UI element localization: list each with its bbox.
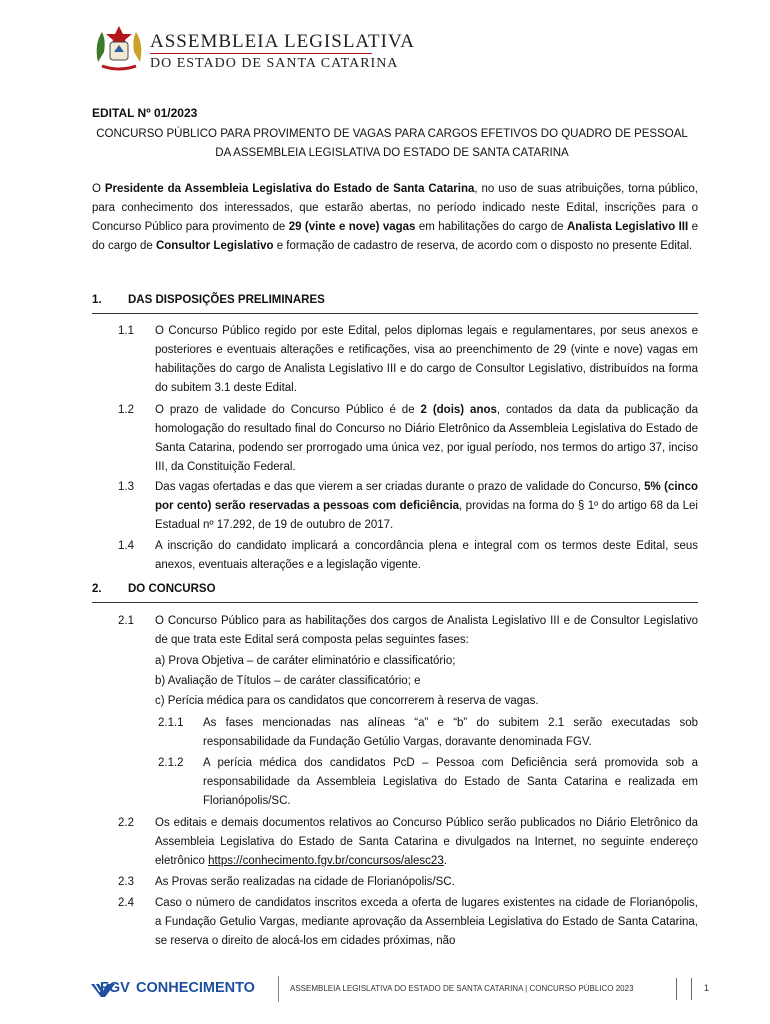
edital-subtitle	[92, 125, 692, 163]
edital-title: EDITAL Nº 01/2023	[92, 106, 198, 120]
footer-divider-right-a	[676, 978, 677, 1000]
section-1-heading: 1. DAS DISPOSIÇÕES PRELIMINARES	[92, 294, 325, 306]
intro-paragraph: O Presidente da Assembleia Legislativa do Estado de Santa Catarina, no uso de suas atribuições, torna público, para conhecimento dos interessados, que estarão abertas, no período indicado neste Edital, inscrições para o Concurso Público para provimento de 29 (vinte e nove) vagas em habilitações do cargo de Analista Legislativo III e do cargo de Consultor Legislativo e formação de cadastro de reserva, de acordo com o disposto no presente Edital.	[92, 183, 699, 252]
concurso-link[interactable]: https://conhecimento.fgv.br/concursos/alesc23	[208, 855, 444, 867]
org-name-line2: DO ESTADO DE SANTA CATARINA	[150, 56, 399, 71]
section-2-rule	[92, 602, 698, 603]
page-number: 1	[704, 983, 710, 993]
footer-divider	[278, 976, 279, 1002]
phase-c: c) Perícia médica para os candidatos que concorrerem à reserva de vagas.	[155, 695, 539, 707]
section-1-rule	[92, 313, 698, 314]
footer-divider-right-b	[691, 978, 692, 1000]
footer-text: ASSEMBLEIA LEGISLATIVA DO ESTADO DE SANTA CATARINA | CONCURSO PÚBLICO 2023	[290, 984, 634, 993]
org-name-line1: ASSEMBLEIA LEGISLATIVA	[150, 31, 415, 52]
subtitle-line2: DA ASSEMBLEIA LEGISLATIVA DO ESTADO DE SANTA CATARINA	[215, 147, 569, 159]
letterhead	[92, 22, 415, 74]
phase-a: a) Prova Objetiva – de caráter eliminatório e classificatório;	[155, 655, 456, 667]
org-divider	[150, 53, 372, 54]
fgv-brand: FGV	[100, 980, 130, 996]
conhecimento-brand: CONHECIMENTO	[136, 980, 255, 996]
phase-b: b) Avaliação de Títulos – de caráter classificatório; e	[155, 675, 421, 687]
subtitle-line1: CONCURSO PÚBLICO PARA PROVIMENTO DE VAGAS PARA CARGOS EFETIVOS DO QUADRO DE PESSOAL	[96, 128, 688, 140]
state-coat-of-arms-icon	[92, 22, 146, 74]
page-footer	[76, 976, 716, 1004]
section-2-heading: 2. DO CONCURSO	[92, 583, 216, 595]
